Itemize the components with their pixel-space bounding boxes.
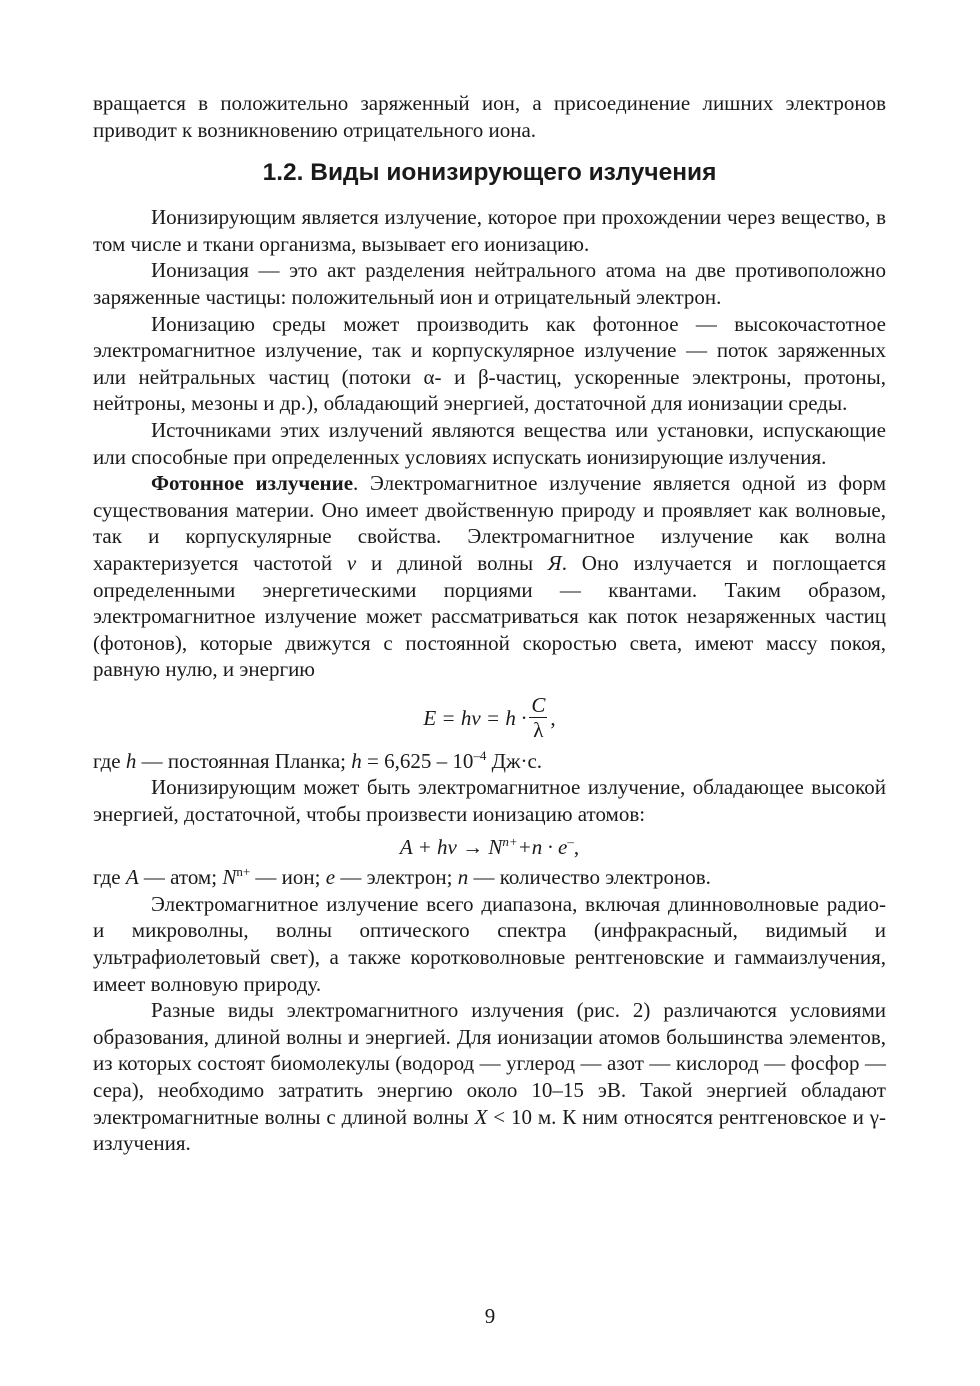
paragraph-ionization-definition: Ионизация — это акт разделения нейтрального атома на две противоположно заряженные частицы: положительный ион и отрицательный электрон. (93, 258, 886, 309)
paragraph-em-types: Разные виды электромагнитного излучения (рис. 2) различаются условиями образования, длиной волны и энергией. Для ионизации атомов большинства элементов, из которых состоят биомолекулы (водород — углерод — азот — кислород — фосфор — сера), необходимо затратить энергию около 10–15 эВ. Такой энергией обладают электромагнитные волны с длиной волны X < 10 м. К ним относятся рентгеновское и γ-излучения. (93, 998, 887, 1156)
term-photon-radiation: Фотонное излучение (151, 471, 354, 496)
paragraph-planck-constant: где h — постоянная Планка; $h = 6,625 - 10^{-4}$ Дж·с. (93, 747, 543, 773)
paragraph-em-spectrum: Электромагнитное излучение всего диапазона, включая длинноволновые радио- и микроволны, волны оптического спектра (инфракрасный, видимый и ультрафиолетовый свет), а также коротковолновые рентгеновские и гаммаизлучения, имеет волновую природу. (93, 891, 886, 996)
formula-ionization-reaction: $A + h\nu \to N^{n+}+n \cdot e^-$, (399, 833, 580, 859)
paragraph-ionizing-definition: Ионизирующим является излучение, которое при прохождении через вещество, в том числе и ткани организма, вызывает его ионизацию. (93, 205, 886, 256)
formula-photon-energy: E = hν = h · $\frac{C}{\lambda}$ , (423, 693, 556, 743)
page-number: 9 (484, 1304, 496, 1328)
fraction-numerator: C (531, 693, 546, 718)
paragraph-ionizing-em: Ионизирующим может быть электромагнитное излучение, обладающее высокой энергией, достаточной, чтобы произвести ионизацию атомов: (93, 775, 886, 827)
paragraph-sources: Источниками этих излучений являются вещества или установки, испускающие или способные при определенных условиях испускать ионизирующие излучения. (93, 417, 886, 469)
paragraph-radiation-types: Ионизацию среды может производить как фотонное — высокочастотное электромагнитное излучение, так и корпускулярное излучение — поток заряженных или нейтральных частиц (потоки α- и β-частиц, ускоренные электроны, протоны, нейтроны, мезоны и др.), обладающий энергией, достаточной для ионизации среды. (93, 311, 886, 416)
paragraph-photon-radiation: Фотонное излучение. Электромагнитное излучение является одной из форм существования материи. Оно имеет двойственную природу и проявляет как волновые, так и корпускулярные свойства. Электромагнитное излучение как волна характеризуется частотой ν и длиной волны Я. Оно излучается и поглощается определенными энергетическими порциями — квантами. Таким образом, электромагнитное излучение может рассматриваться как поток незаряженных частиц (фотонов), которые движутся с постоянной скоростью света, имеют массу покоя, равную нулю, и энергию (93, 471, 886, 682)
fraction-denominator: λ (533, 718, 544, 743)
paragraph-continuation: вращается в положительно заряженный ион, а присоединение лишних электронов приводит к возникновению отрицательного иона. (93, 91, 886, 142)
fraction (529, 693, 547, 742)
paragraph-legend: где A — атом; $N^{n+}$ — ион; e — электрон; n — количество электронов. (93, 864, 711, 890)
page-text (93, 90, 886, 1157)
section-heading: 1.2. Виды ионизирующего излучения (262, 159, 717, 187)
